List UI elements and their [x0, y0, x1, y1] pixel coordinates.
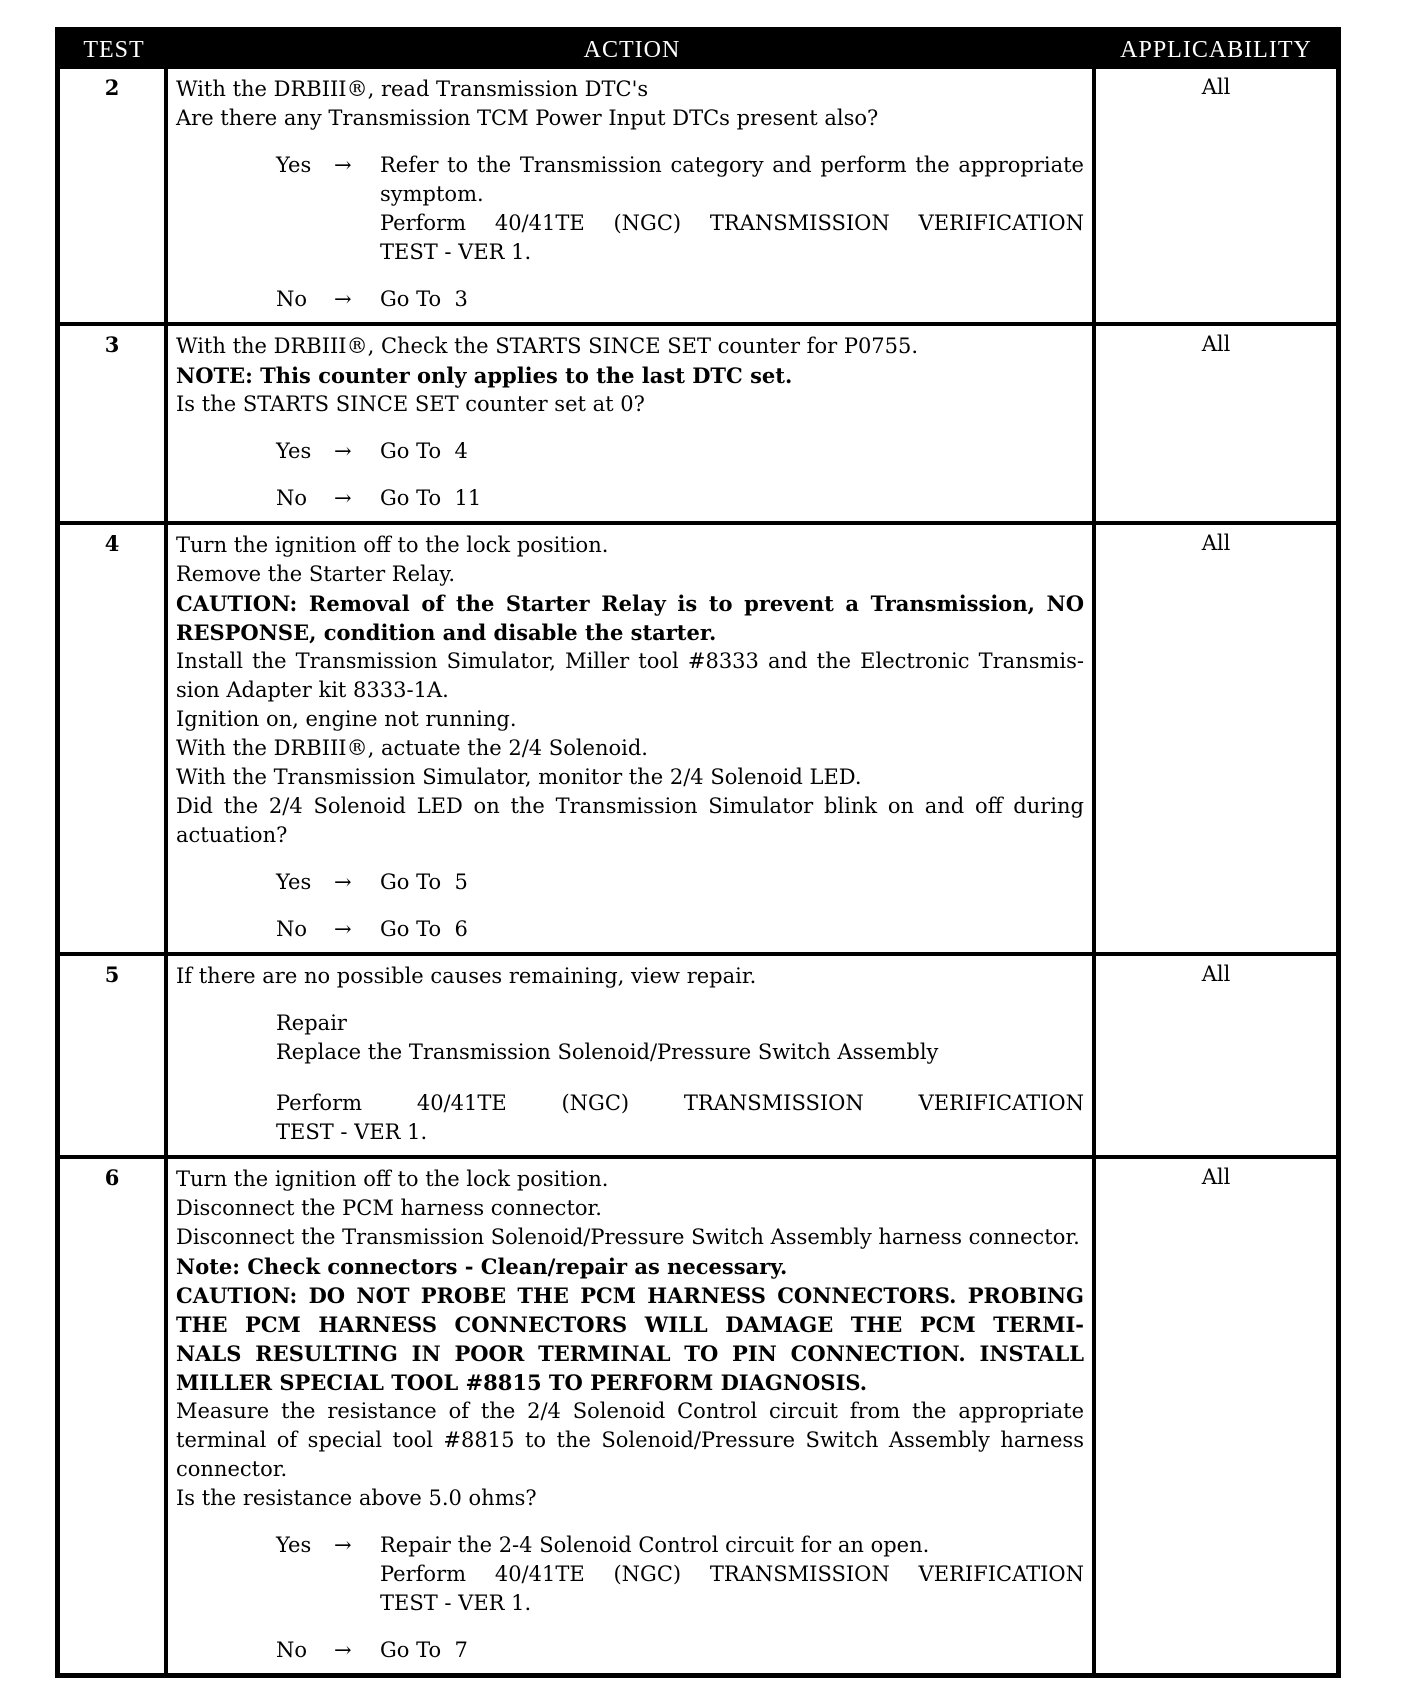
action-cell [168, 525, 1096, 952]
repair-body [276, 1038, 1084, 1147]
yes-label: Yes [276, 870, 312, 894]
caution-line: RESPONSE, condition and disable the starter. [176, 620, 717, 645]
no-answer [176, 285, 1084, 314]
applicability-value: All [1201, 962, 1231, 986]
action-cell [168, 69, 1096, 322]
action-line: Ignition on, engine not running. [176, 707, 517, 731]
action-line: With the DRBIII®, read Transmission DTC's [176, 77, 649, 101]
arrow-icon: → [334, 1638, 352, 1662]
action-cell [168, 1159, 1096, 1673]
applicability-value: All [1201, 75, 1231, 99]
yes-line: TEST - VER 1. [380, 240, 532, 264]
action-line: With the DRBIII®, Check the STARTS SINCE SET counter for P0755. [176, 334, 919, 358]
no-label: No [276, 486, 308, 510]
repair-line: TEST - VER 1. [276, 1120, 428, 1144]
diagnostic-table [55, 27, 1341, 1678]
yes-text: Go To 5 [380, 870, 468, 894]
action-cell [168, 956, 1096, 1155]
action-line: sion Adapter kit 8333-1A. [176, 678, 449, 702]
header-action: ACTION [583, 37, 681, 63]
no-label: No [276, 1638, 308, 1662]
caution-line: THE PCM HARNESS CONNECTORS WILL DAMAGE THE PCM TERMI- [176, 1312, 1084, 1337]
action-line: Measure the resistance of the 2/4 Solenoid Control circuit from the appropriate [176, 1399, 1084, 1423]
applicability-value: All [1201, 531, 1231, 555]
action-line: Turn the ignition off to the lock position. [176, 1167, 609, 1191]
action-line: With the DRBIII®, actuate the 2/4 Solenoid. [176, 736, 648, 760]
action-line: Install the Transmission Simulator, Miller tool #8333 and the Electronic Transmis- [176, 649, 1084, 673]
table-row [60, 322, 1336, 521]
test-number: 2 [60, 69, 168, 322]
yes-line: Repair the 2-4 Solenoid Control circuit for an open. [380, 1533, 930, 1557]
yes-label: Yes [276, 1533, 312, 1557]
yes-label: Yes [276, 439, 312, 463]
no-text: Go To 7 [380, 1638, 468, 1662]
yes-line: Refer to the Transmission category and perform the appropriate [380, 153, 1084, 177]
action-line: terminal of special tool #8815 to the Solenoid/Pressure Switch Assembly harness [176, 1428, 1084, 1452]
test-number: 4 [60, 525, 168, 952]
test-number: 5 [60, 956, 168, 1155]
no-answer [176, 484, 1084, 513]
action-line: Is the STARTS SINCE SET counter set at 0? [176, 392, 645, 416]
table-row [60, 521, 1336, 952]
yes-answer [176, 151, 1084, 267]
header-test: TEST [83, 37, 145, 63]
action-cell [168, 326, 1096, 521]
repair-label: Repair [276, 1011, 347, 1035]
action-line: With the Transmission Simulator, monitor the 2/4 Solenoid LED. [176, 765, 862, 789]
arrow-icon: → [334, 153, 352, 177]
arrow-icon: → [334, 287, 352, 311]
applicability-value: All [1201, 1165, 1231, 1189]
action-line: connector. [176, 1457, 288, 1481]
action-line: Remove the Starter Relay. [176, 562, 456, 586]
note-line: Note: Check connectors - Clean/repair as necessary. [176, 1254, 788, 1279]
no-text: Go To 3 [380, 287, 468, 311]
caution-line: CAUTION: Removal of the Starter Relay is to prevent a Transmission, NO [176, 591, 1084, 616]
note-line: NOTE: This counter only applies to the last DTC set. [176, 363, 793, 388]
no-label: No [276, 287, 308, 311]
table-row [60, 1155, 1336, 1673]
action-line: Is the resistance above 5.0 ohms? [176, 1486, 537, 1510]
yes-line: Perform 40/41TE (NGC) TRANSMISSION VERIFICATION [380, 1562, 1084, 1586]
no-text: Go To 11 [380, 486, 482, 510]
arrow-icon: → [334, 486, 352, 510]
action-line: Turn the ignition off to the lock position. [176, 533, 609, 557]
caution-line: MILLER SPECIAL TOOL #8815 TO PERFORM DIAGNOSIS. [176, 1370, 868, 1395]
repair-line: Perform 40/41TE (NGC) TRANSMISSION VERIFICATION [276, 1091, 1084, 1115]
test-number: 6 [60, 1159, 168, 1673]
caution-line: CAUTION: DO NOT PROBE THE PCM HARNESS CONNECTORS. PROBING [176, 1283, 1084, 1308]
action-line: Did the 2/4 Solenoid LED on the Transmission Simulator blink on and off during [176, 794, 1084, 818]
yes-line: TEST - VER 1. [380, 1591, 532, 1615]
action-line: Are there any Transmission TCM Power Input DTCs present also? [176, 106, 879, 130]
arrow-icon: → [334, 870, 352, 894]
yes-answer [176, 868, 1084, 897]
applicability-value: All [1201, 332, 1231, 356]
repair-line: Replace the Transmission Solenoid/Pressure Switch Assembly [276, 1040, 939, 1064]
yes-answer [176, 1531, 1084, 1618]
yes-answer [176, 437, 1084, 466]
caution-line: NALS RESULTING IN POOR TERMINAL TO PIN CONNECTION. INSTALL [176, 1341, 1084, 1366]
yes-text: Go To 4 [380, 439, 468, 463]
no-text: Go To 6 [380, 917, 468, 941]
header-applicability: APPLICABILITY [1120, 37, 1312, 63]
no-answer [176, 915, 1084, 944]
arrow-icon: → [334, 917, 352, 941]
arrow-icon: → [334, 1533, 352, 1557]
action-line: Disconnect the Transmission Solenoid/Pressure Switch Assembly harness connector. [176, 1225, 1080, 1249]
table-header [60, 32, 1336, 69]
yes-line: Perform 40/41TE (NGC) TRANSMISSION VERIFICATION [380, 211, 1084, 235]
table-row [60, 952, 1336, 1155]
yes-line: symptom. [380, 182, 484, 206]
test-number: 3 [60, 326, 168, 521]
action-line: actuation? [176, 823, 288, 847]
no-label: No [276, 917, 308, 941]
table-row [60, 69, 1336, 322]
no-answer [176, 1636, 1084, 1665]
arrow-icon: → [334, 439, 352, 463]
action-line: Disconnect the PCM harness connector. [176, 1196, 602, 1220]
action-line: If there are no possible causes remaining, view repair. [176, 964, 757, 988]
yes-label: Yes [276, 153, 312, 177]
